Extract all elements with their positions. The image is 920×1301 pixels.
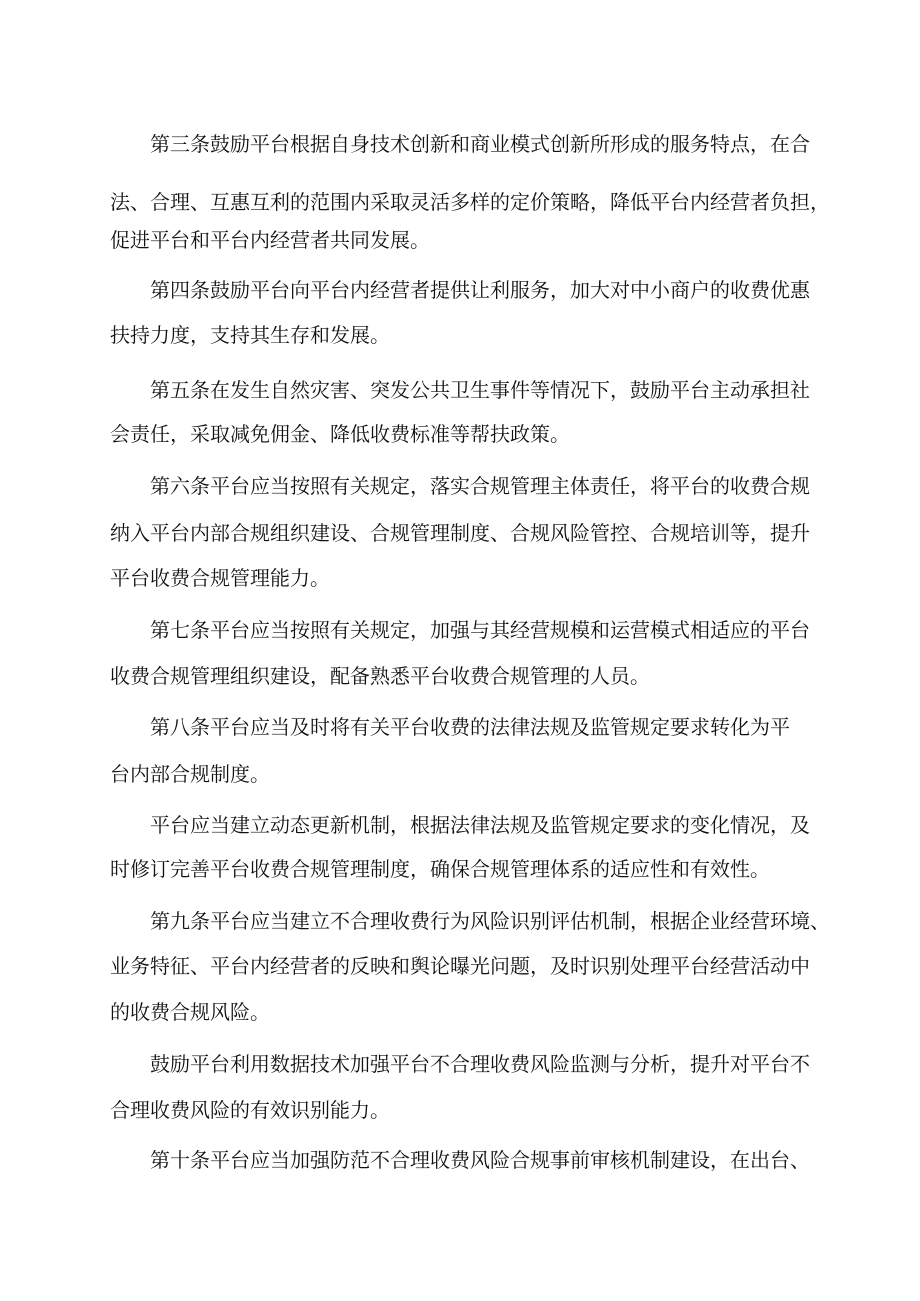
paragraph-line: 平台应当建立动态更新机制，根据法律法规及监管规定要求的变化情况，及 <box>150 813 810 837</box>
paragraph-line: 扶持力度，支持其生存和发展。 <box>110 323 390 347</box>
paragraph-line: 促进平台和平台内经营者共同发展。 <box>110 228 430 252</box>
paragraph-line: 合理收费风险的有效识别能力。 <box>110 1098 390 1122</box>
paragraph-line: 第九条平台应当建立不合理收费行为风险识别评估机制，根据企业经营环境、 <box>150 909 830 933</box>
paragraph-line: 第十条平台应当加强防范不合理收费风险合规事前审核机制建设，在出台、 <box>150 1148 810 1172</box>
paragraph-line: 纳入平台内部合规组织建设、合规管理制度、合规风险管控、合规培训等，提升 <box>110 521 810 545</box>
paragraph-line: 第六条平台应当按照有关规定，落实合规管理主体责任，将平台的收费合规 <box>150 474 810 498</box>
paragraph-line: 收费合规管理组织建设，配备熟悉平台收费合规管理的人员。 <box>110 664 650 688</box>
paragraph-line: 业务特征、平台内经营者的反映和舆论曝光问题，及时识别处理平台经营活动中 <box>110 954 810 978</box>
paragraph-line: 第四条鼓励平台向平台内经营者提供让利服务，加大对中小商户的收费优惠 <box>150 278 810 302</box>
paragraph-line: 台内部合规制度。 <box>110 762 270 786</box>
paragraph-line: 会责任，采取减免佣金、降低收费标准等帮扶政策。 <box>110 422 570 446</box>
paragraph-line: 的收费合规风险。 <box>110 1000 270 1024</box>
paragraph-line: 第七条平台应当按照有关规定，加强与其经营规模和运营模式相适应的平台 <box>150 618 810 642</box>
paragraph-line: 法、合理、互惠互利的范围内采取灵活多样的定价策略，降低平台内经营者负担， <box>110 190 830 214</box>
paragraph-line: 平台收费合规管理能力。 <box>110 566 330 590</box>
paragraph-line: 鼓励平台利用数据技术加强平台不合理收费风险监测与分析，提升对平台不 <box>150 1052 810 1076</box>
paragraph-line: 第三条鼓励平台根据自身技术创新和商业模式创新所形成的服务特点，在合 <box>150 132 810 156</box>
paragraph-line: 第五条在发生自然灾害、突发公共卫生事件等情况下，鼓励平台主动承担社 <box>150 378 810 402</box>
paragraph-line: 时修订完善平台收费合规管理制度，确保合规管理体系的适应性和有效性。 <box>110 857 770 881</box>
paragraph-line: 第八条平台应当及时将有关平台收费的法律法规及监管规定要求转化为平 <box>150 715 790 739</box>
